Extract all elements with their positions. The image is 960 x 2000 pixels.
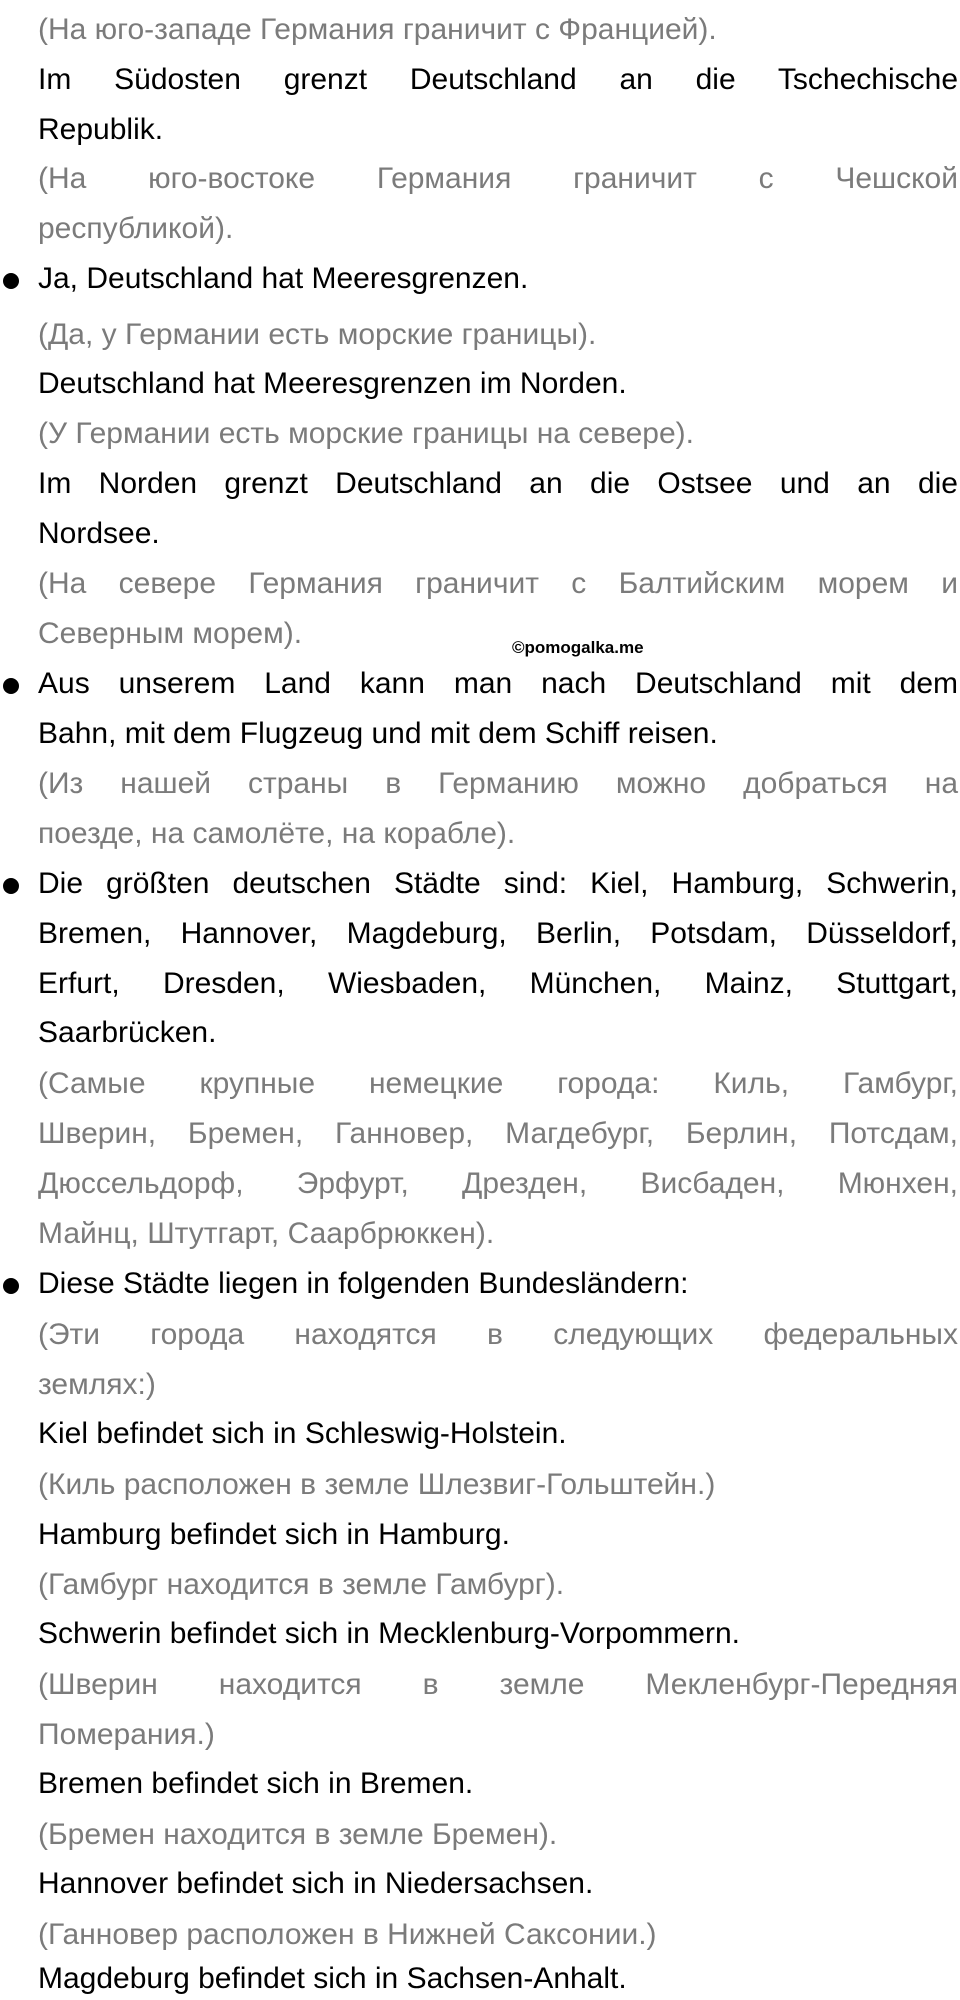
text-line: землях:) bbox=[38, 1368, 156, 1401]
text-line: Северным морем). bbox=[38, 617, 303, 650]
text-line: Дюссельдорф, Эрфурт, Дрезден, Висбаден, Мюнхен, bbox=[38, 1167, 958, 1200]
text-line: (Ганновер расположен в Нижней Саксонии.) bbox=[38, 1918, 657, 1951]
text-line: Bremen, Hannover, Magdeburg, Berlin, Potsdam, Düsseldorf, bbox=[38, 917, 958, 950]
bullet-icon bbox=[3, 878, 19, 894]
text-line: (Шверин находится в земле Мекленбург-Передняя bbox=[38, 1668, 958, 1701]
text-line: (Да, у Германии есть морские границы). bbox=[38, 318, 597, 351]
text-line: Im Norden grenzt Deutschland an die Ostsee und an die bbox=[38, 467, 958, 500]
text-line: Nordsee. bbox=[38, 517, 160, 550]
text-line: поезде, на самолёте, на корабле). bbox=[38, 817, 516, 850]
text-line: Bahn, mit dem Flugzeug und mit dem Schiff reisen. bbox=[38, 717, 718, 750]
text-line: (Из нашей страны в Германию можно добраться на bbox=[38, 767, 958, 800]
text-line: Im Südosten grenzt Deutschland an die Tschechische bbox=[38, 63, 958, 96]
text-line: (На юго-востоке Германия граничит с Чешской bbox=[38, 162, 958, 195]
text-line: Hannover befindet sich in Niedersachsen. bbox=[38, 1867, 594, 1900]
text-line: (Самые крупные немецкие города: Киль, Гамбург, bbox=[38, 1067, 958, 1100]
text-line: (Киль расположен в земле Шлезвиг-Гольштейн.) bbox=[38, 1468, 716, 1501]
text-line: (Эти города находятся в следующих федеральных bbox=[38, 1318, 958, 1351]
text-line: Ja, Deutschland hat Meeresgrenzen. bbox=[38, 262, 529, 295]
bullet-icon bbox=[3, 1278, 19, 1294]
text-line: Bremen befindet sich in Bremen. bbox=[38, 1767, 474, 1800]
text-line: Magdeburg befindet sich in Sachsen-Anhalt. bbox=[38, 1962, 627, 1995]
bullet-icon bbox=[3, 678, 19, 694]
text-line: Kiel befindet sich in Schleswig-Holstein. bbox=[38, 1417, 567, 1450]
watermark: ©pomogalka.me bbox=[512, 638, 644, 657]
text-line: Майнц, Штутгарт, Саарбрюккен). bbox=[38, 1217, 495, 1250]
text-line: (Гамбург находится в земле Гамбург). bbox=[38, 1568, 565, 1601]
text-line: (На юго-западе Германия граничит с Францией). bbox=[38, 13, 717, 46]
text-line: Erfurt, Dresden, Wiesbaden, München, Mainz, Stuttgart, bbox=[38, 967, 958, 1000]
text-line: Hamburg befindet sich in Hamburg. bbox=[38, 1518, 510, 1551]
text-line: (У Германии есть морские границы на севере). bbox=[38, 417, 694, 450]
bullet-icon bbox=[3, 273, 19, 289]
text-line: Померания.) bbox=[38, 1718, 215, 1751]
text-line: (На севере Германия граничит с Балтийским морем и bbox=[38, 567, 958, 600]
text-line: Die größten deutschen Städte sind: Kiel, Hamburg, Schwerin, bbox=[38, 867, 958, 900]
text-line: республикой). bbox=[38, 212, 234, 245]
text-line: Diese Städte liegen in folgenden Bundesländern: bbox=[38, 1267, 689, 1300]
text-line: (Бремен находится в земле Бремен). bbox=[38, 1818, 558, 1851]
text-line: Deutschland hat Meeresgrenzen im Norden. bbox=[38, 367, 627, 400]
text-line: Шверин, Бремен, Ганновер, Магдебург, Берлин, Потсдам, bbox=[38, 1117, 958, 1150]
text-line: Saarbrücken. bbox=[38, 1016, 217, 1049]
text-line: Aus unserem Land kann man nach Deutschland mit dem bbox=[38, 667, 958, 700]
text-line: Schwerin befindet sich in Mecklenburg-Vorpommern. bbox=[38, 1617, 740, 1650]
text-line: Republik. bbox=[38, 113, 164, 146]
